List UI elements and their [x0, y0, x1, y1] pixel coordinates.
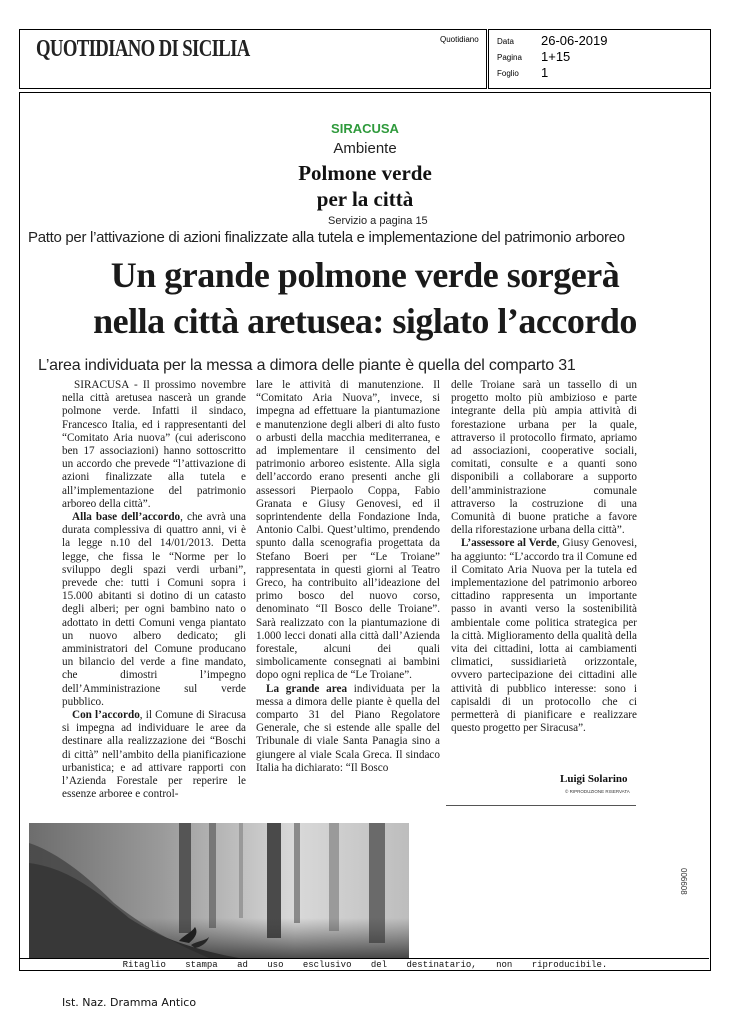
forest-photo: [29, 823, 409, 958]
col2-paragraph-1: lare le attività di manutenzione. Il “Comitato Aria Nuova”, invece, si impegna ad effettuare la piantumazione e manutenzione degli alberi di alto fusto o arbusti della macchia mediterranea, e ad implementare il censimento del patrimonio arboreo esistente. Alla sigla dell’accordo erano presenti anche gli assessori Pierpaolo Coppa, Fabio Granata e Giusy Genovesi, ed il soprintendente della Fondazione Inda, Antonio Calbi. Quest’ultimo, prendendo spunto dalla scenografia progettata da Stefano Boeri per “Le Troiane” rappresentata in questi giorni al Teatro Greco, ha contribuito all’ideazione del primo bosco del nuovo corso, denominato “Il Bosco delle Troiane”. Sarà realizzato con la piantumazione di 1.000 lecci donati alla città dall’Azienda forestale, alcuni dei quali simbolicamente consegnati ai bambini dopo ogni replica de “Le Troiane”.: [256, 379, 440, 682]
archive-code: 006608: [679, 868, 688, 895]
col1-paragraph-1: SIRACUSA - Il prossimo novembre nella città aretusea nascerà un grande polmone verde. Infatti il sindaco, Francesco Italia, ed i rappresentanti del “Comitato Aria nuova” (cui aderiscono ben 17 associazioni) hanno sottoscritto un accordo che prevede “l’attivazione di azioni finalizzate alla tutela e all’implementazione del patrimonio arboreo della città”.: [62, 379, 246, 510]
teaser-title-line2: per la città: [316, 187, 414, 211]
teaser-title-line1: Polmone verde: [298, 161, 432, 185]
author-byline: Luigi Solarino: [560, 773, 628, 785]
col1-p3-lead: Con l’accordo: [72, 709, 140, 722]
col1-paragraph-3: [62, 709, 246, 801]
clipping-notice: Ritaglio stampa ad uso esclusivo del destinatario, non riproducibile.: [122, 960, 608, 970]
col2-p2-text: individuata per la messa a dimora delle piante è quella del comparto 31 del Piano Regolatore Generale, che si estende alle spalle del Tribunale di viale Santa Panagia sino a giungere al viale Scala Greca. Il sindaco Italia ha dichiarato: “Il Bosco: [256, 682, 440, 774]
col1-paragraph-2: [62, 511, 246, 709]
page-value: 1+15: [541, 49, 571, 64]
col2-paragraph-2: [256, 683, 440, 775]
forest-photo-image: [29, 823, 409, 958]
col1-p2-text: , che avrà una durata complessiva di quattro anni, vi è la legge n.10 del 14/01/2013. Detta legge, che fissa le “Norme per lo sviluppo degli spazi verdi urbani”, prevede che: tutti i Comuni sopra i 15.000 abitanti si dotino di un catasto degli alberi; per ogni bambino nato o adottato in detti Comuni venga piantato un nuovo albero dedicato; gli amministratori del Comune producano un bilancio del verde a fine mandato, che dimostri l’impegno dell’Amministrazione sul verde pubblico.: [62, 511, 246, 708]
col1-p2-lead: Alla base dell’accordo: [72, 511, 181, 524]
col3-p2-text: , Giusy Genovesi, ha aggiunto: “L’accordo tra il Comune ed il Comitato Aria Nuova per la tutela ed implementazione del patrimonio arboreo cittadino rappresenta un importante passo in avanti verso la sostenibilità ambientale come politica strategica per la città. Miglioramento della qualità della vita dei cittadini, lotta ai cambiamenti climatici, sussidiarietà orizzontale, ovvero partecipazione dei cittadini alle attività di pubblico interesse: sono i capisaldi di un protocollo che ci permetterà di pianificare e realizzare questo progetto per Siracusa”.: [451, 537, 637, 735]
sheet-label: Foglio: [497, 69, 519, 78]
col3-p2-lead: L’assessore al Verde: [461, 537, 557, 550]
article-column-1: [62, 379, 246, 802]
article-column-3: [451, 379, 637, 735]
sheet-value: 1: [541, 65, 549, 80]
article-deck: L’area individuata per la messa a dimora delle piante è quella del comparto 31: [38, 357, 576, 374]
date-label: Data: [497, 37, 514, 46]
source-label: Ist. Naz. Dramma Antico: [62, 996, 197, 1009]
col1-p3-text: , il Comune di Siracusa si impegna ad individuare le aree da destinare alla realizzazione dei “Boschi di città” nell’ambito della pianificazione urbanistica; e ad attivare rapporti con l’Azienda Forestale per reperire le essenze arboree e control-: [62, 709, 246, 801]
article-subhead: Patto per l’attivazione di azioni finalizzate alla tutela e implementazione del patrimonio arboreo: [28, 229, 625, 246]
headline-line1: Un grande polmone verde sorgerà: [110, 255, 620, 295]
column-end-rule: [446, 805, 636, 806]
col3-paragraph-2: [451, 537, 637, 735]
page-reference: Servizio a pagina 15: [328, 215, 428, 227]
section-label: SIRACUSA: [331, 121, 399, 136]
page-label: Pagina: [497, 53, 522, 62]
col2-p2-lead: La grande area: [266, 682, 348, 695]
date-value: 26-06-2019: [541, 33, 608, 48]
col3-paragraph-1: delle Troiane sarà un tassello di un progetto molto più ambizioso e parte integrante della più ampia attività di forestazione urbana per la quale, attraverso il protocollo firmato, apriamo ad associazioni, cooperative sociali, comitati, consulte e a quanti sono disponibili a collaborare a supporto dell’amministrazione comunale attraverso la costruzione di una Comunità di buone pratiche a favore della riforestazione urbana della città”.: [451, 379, 637, 537]
headline-line2: nella città aretusea: siglato l’accordo: [93, 301, 637, 341]
reproduction-notice: © RIPRODUZIONE RISERVATA: [565, 789, 630, 794]
newspaper-masthead: QUOTIDIANO DI SICILIA: [36, 36, 250, 62]
category-label: Ambiente: [333, 140, 397, 157]
article-column-2: [256, 379, 440, 775]
type-label: Quotidiano: [440, 35, 479, 44]
